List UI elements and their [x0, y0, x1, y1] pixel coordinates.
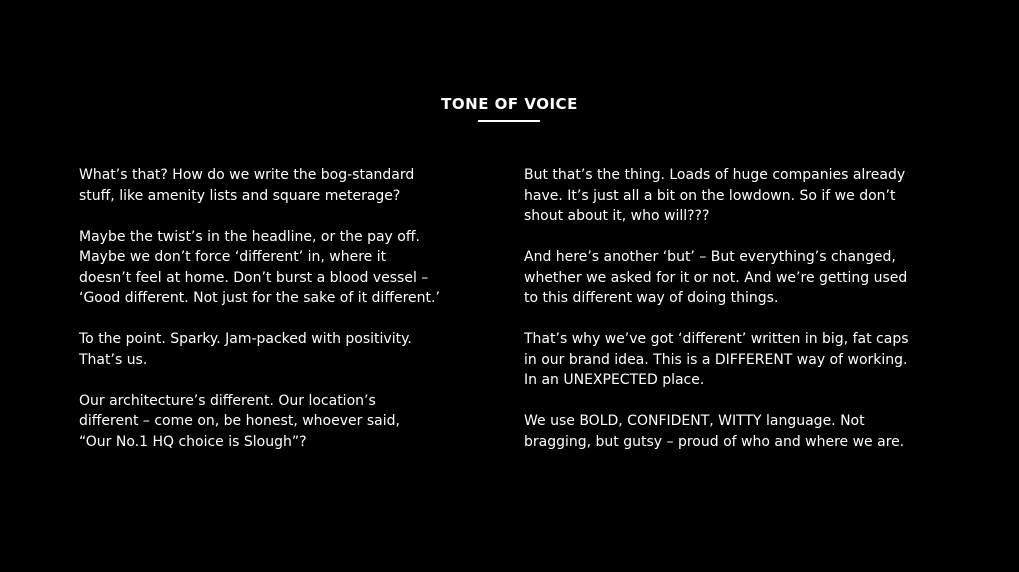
paragraph [79, 165, 499, 206]
left-column [79, 165, 499, 473]
text-line: And here’s another ‘but’ – But everything’s changed, [524, 249, 896, 265]
text-line: But that’s the thing. Loads of huge companies already [524, 167, 906, 183]
paragraph [524, 247, 954, 309]
text-line: have. It’s just all a bit on the lowdown. So if we don’t [524, 187, 896, 204]
text-line: Our architecture’s different. Our location’s [79, 392, 376, 409]
text-line: doesn’t feel at home. Don’t burst a blood vessel – [79, 269, 429, 286]
page-title: TONE OF VOICE [441, 95, 578, 113]
text-line: “Our No.1 HQ choice is Slough”? [79, 433, 307, 450]
text-line: ‘Good different. Not just for the sake of it different.’ [79, 290, 440, 306]
text-line: What’s that? How do we write the bog-standard [79, 167, 415, 183]
title-underline [478, 120, 540, 122]
text-line: Maybe we don’t force ‘different’ in, where it [79, 249, 387, 265]
paragraph [524, 165, 954, 227]
right-column [524, 165, 954, 473]
text-line: stuff, like amenity lists and square meterage? [79, 187, 401, 204]
text-line: whether we asked for it or not. And we’re getting used [524, 269, 908, 286]
text-line: bragging, but gutsy – proud of who and where we are. [524, 433, 905, 450]
text-line: different – come on, be honest, whoever said, [79, 413, 400, 429]
text-line: In an UNEXPECTED place. [524, 372, 705, 388]
text-line: We use BOLD, CONFIDENT, WITTY language. Not [524, 413, 865, 429]
paragraph [79, 329, 499, 370]
paragraph [524, 329, 954, 391]
title-wrap [0, 94, 1019, 114]
text-line: shout about it, who will??? [524, 208, 710, 224]
text-line: That’s us. [79, 351, 148, 368]
text-line: That’s why we’ve got ‘different’ written in big, fat caps [524, 331, 909, 347]
paragraph [79, 391, 499, 453]
paragraph [524, 411, 954, 452]
text-line: Maybe the twist’s in the headline, or the pay off. [79, 228, 420, 245]
text-line: in our brand idea. This is a DIFFERENT way of working. [524, 351, 908, 368]
paragraph [79, 227, 499, 309]
text-line: To the point. Sparky. Jam-packed with positivity. [79, 331, 412, 347]
text-line: to this different way of doing things. [524, 290, 779, 306]
